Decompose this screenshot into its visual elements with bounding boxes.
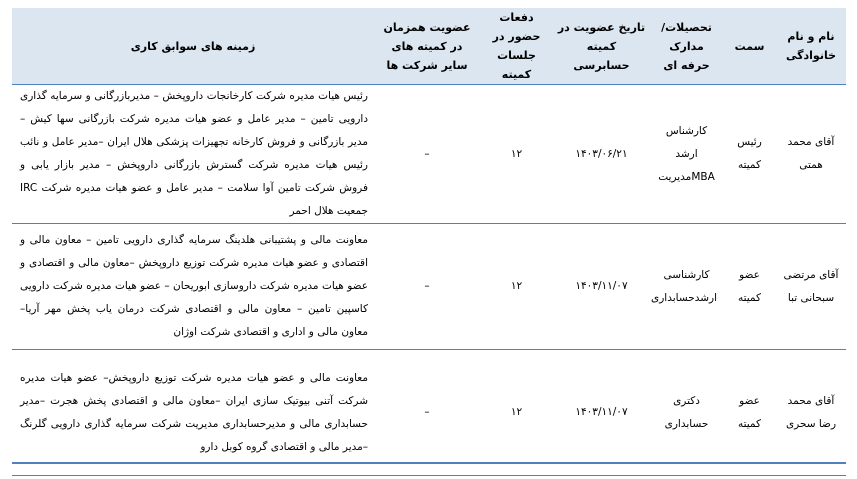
cell-experience: رئیس هیات مدیره شرکت کارخانجات داروپخش – مدیربازرگانی و سرمایه گذاری دارویی تامین – مدیر عامل و عضو هیات مدیره شرکت بازرگانی سها کیش – مدیر بازرگانی و فروش کارخانه تجهیزات پزشکی هلال ایران –مدیر عامل و نائب رئیس هیات مدیره شرکت گسترش بازرگانی داروپخش – مدیر بازار یابی و فروش شرکت تامین آوا سلامت – مدیر عامل و عضو هیات مدیره شرکت IRC جمعیت هلال احمر [12,85,374,224]
cell-attendance: ۱۲ [480,85,553,224]
cell-membership-date: ۱۴۰۳/۱۱/۰۷ [553,224,650,350]
cell-experience: معاونت مالی و عضو هیات مدیره شرکت توزیع داروپخش– عضو هیات مدیره شرکت آتنی بیوتیک سازی ایران –معاون مالی و اقتصادی پخش هجرت –مدیر حسابداری مالی و مدیرحسابداری مدیریت شرکت سرمایه گذاری دارویی گلرنگ –مدیر مالی و اقتصادی گروه کوبل دارو [12,350,374,476]
table-bottom-border [12,462,846,464]
cell-position: عضو کمیته [723,350,776,476]
cell-name: آقای مرتضی سبحانی تبا [776,224,846,350]
cell-position: رئیس کمیته [723,85,776,224]
audit-committee-table [12,8,846,476]
cell-name: آقای محمد رضا سحری [776,350,846,476]
cell-other-committees: – [374,85,480,224]
cell-other-committees: – [374,224,480,350]
cell-experience: معاونت مالی و پشتیبانی هلدینگ سرمایه گذاری دارویی تامین – معاون مالی و اقتصادی و عضو هیات مدیره شرکت توزیع داروپخش –معاون مالی و اقتصادی و عضو هیات مدیره شرکت داروسازی ابوریحان – عضو هیات مدیره شرکت دارویی کاسپین تامین – معاون مالی و اقتصادی شرکت درمان یاب پخش مهر آریا– معاون مالی و اداری و اقتصادی شرکت اوژان [12,224,374,350]
table-header-row [12,8,846,85]
table-row [12,85,846,224]
cell-education: کارشناسی ارشدحسابداری [650,224,723,350]
header-attendance: دفعات حضور در جلسات کمیته [480,8,553,85]
cell-name: آقای محمد همتی [776,85,846,224]
header-experience: زمینه های سوابق کاری [12,8,374,85]
header-membership-date: تاریخ عضویت در کمیته حسابرسی [553,8,650,85]
header-name: نام و نام خانوادگی [776,8,846,85]
table-row [12,350,846,476]
cell-attendance: ۱۲ [480,224,553,350]
cell-education: کارشناس ارشد MBAمدیریت [650,85,723,224]
header-other-committees: عضویت همزمان در کمیته های سایر شرکت ها [374,8,480,85]
cell-education: دکتری حسابداری [650,350,723,476]
cell-membership-date: ۱۴۰۳/۱۱/۰۷ [553,350,650,476]
cell-other-committees: – [374,350,480,476]
cell-attendance: ۱۲ [480,350,553,476]
table-row [12,224,846,350]
cell-position: عضو کمیته [723,224,776,350]
header-position: سمت [723,8,776,85]
cell-membership-date: ۱۴۰۳/۰۶/۲۱ [553,85,650,224]
header-education: تحصیلات/ مدارک حرفه ای [650,8,723,85]
